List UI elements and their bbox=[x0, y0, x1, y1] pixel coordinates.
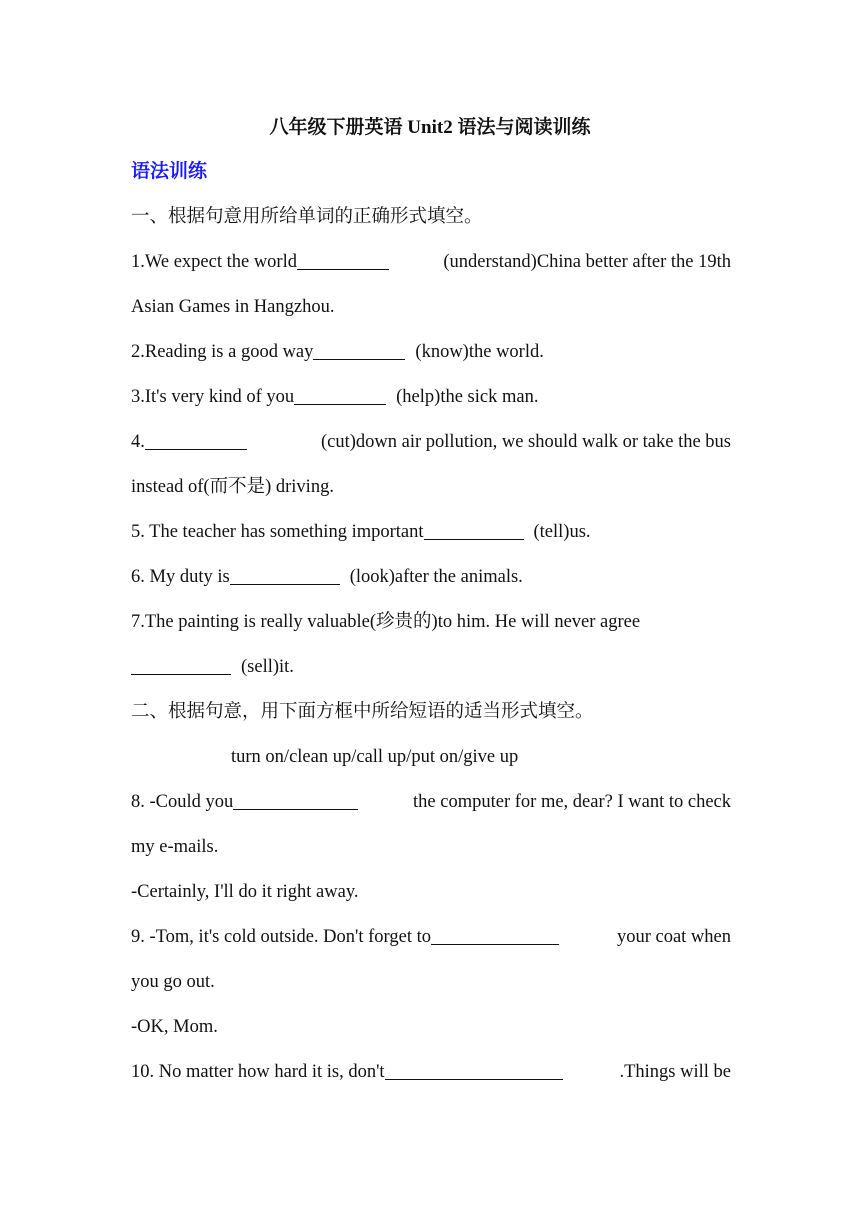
answer-blank[interactable] bbox=[230, 564, 340, 585]
question-1: 1.We expect the world (understand)China better after the 19th bbox=[131, 240, 731, 285]
question-8: 8. -Could you the computer for me, dear? I want to check bbox=[131, 780, 731, 825]
question-1-cont: Asian Games in Hangzhou. bbox=[131, 297, 335, 317]
question-9: 9. -Tom, it's cold outside. Don't forget to your coat when bbox=[131, 915, 731, 960]
answer-blank[interactable] bbox=[145, 429, 247, 450]
question-8-cont: my e-mails. bbox=[131, 837, 219, 857]
question-6: 6. My duty is (look)after the animals. bbox=[131, 555, 731, 600]
exercise-body bbox=[131, 195, 731, 1095]
answer-blank[interactable] bbox=[431, 924, 559, 945]
part1-heading: 一、根据句意用所给单词的正确形式填空。 bbox=[131, 207, 483, 227]
phrase-box: turn on/clean up/call up/put on/give up bbox=[231, 747, 519, 767]
question-2: 2.Reading is a good way (know)the world. bbox=[131, 330, 731, 375]
answer-blank[interactable] bbox=[313, 339, 405, 360]
question-8-reply: -Certainly, I'll do it right away. bbox=[131, 882, 359, 902]
answer-blank[interactable] bbox=[385, 1059, 563, 1080]
answer-blank[interactable] bbox=[233, 789, 358, 810]
part2-heading: 二、根据句意，用下面方框中所给短语的适当形式填空。 bbox=[131, 702, 594, 722]
answer-blank[interactable] bbox=[424, 519, 524, 540]
answer-blank[interactable] bbox=[297, 249, 389, 270]
answer-blank[interactable] bbox=[131, 654, 231, 675]
question-5: 5. The teacher has something important (tell)us. bbox=[131, 510, 731, 555]
question-3: 3.It's very kind of you (help)the sick man. bbox=[131, 375, 731, 420]
question-9-reply: -OK, Mom. bbox=[131, 1017, 218, 1037]
section-heading: 语法训练 bbox=[131, 161, 208, 182]
question-7-cont: (sell)it. bbox=[131, 645, 731, 690]
question-4-cont: instead of(而不是) driving. bbox=[131, 477, 334, 497]
question-4: 4. (cut)down air pollution, we should walk or take the bus bbox=[131, 420, 731, 465]
question-7: 7.The painting is really valuable(珍贵的)to him. He will never agree bbox=[131, 612, 641, 632]
question-9-cont: you go out. bbox=[131, 972, 215, 992]
question-10: 10. No matter how hard it is, don't .Things will be bbox=[131, 1050, 731, 1095]
answer-blank[interactable] bbox=[294, 384, 386, 405]
document-title: 八年级下册英语 Unit2 语法与阅读训练 bbox=[269, 117, 591, 138]
